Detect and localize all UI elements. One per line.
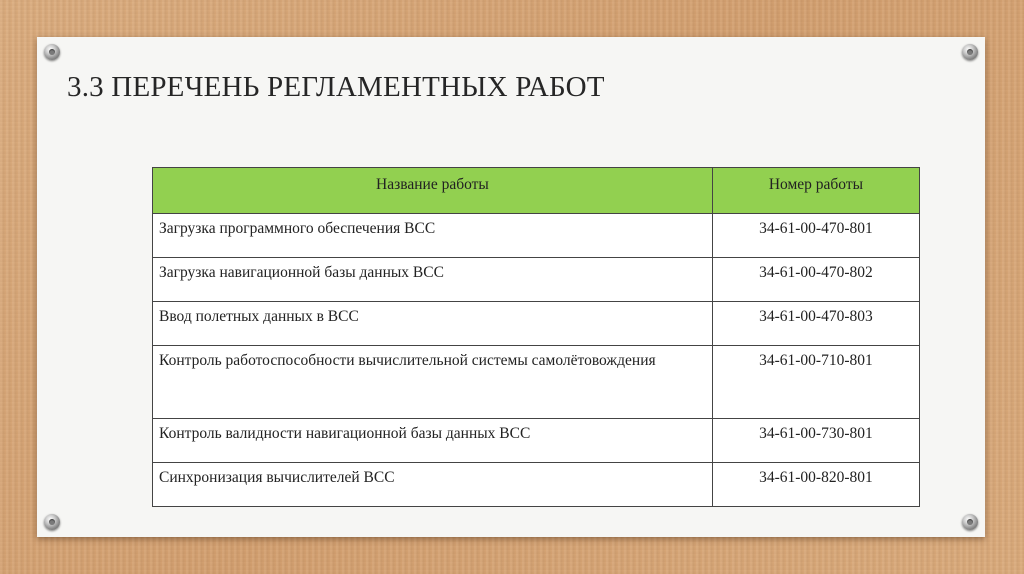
works-table [152,167,920,507]
work-name-cell: Контроль работоспособности вычислительной системы самолётовождения [153,346,713,419]
work-number-cell: 34-61-00-710-801 [712,346,919,419]
work-name-cell: Загрузка навигационной базы данных ВСС [153,258,713,302]
work-name-cell: Ввод полетных данных в ВСС [153,302,713,346]
slide-paper [37,37,985,537]
work-number-cell: 34-61-00-470-802 [712,258,919,302]
work-number-cell: 34-61-00-820-801 [712,463,919,507]
slide-title: 3.3 ПЕРЕЧЕНЬ РЕГЛАМЕНТНЫХ РАБОТ [67,71,605,103]
work-name-cell: Синхронизация вычислителей ВСС [153,463,713,507]
table-row [153,302,920,346]
table-row [153,258,920,302]
table-row [153,346,920,419]
work-number-cell: 34-61-00-470-803 [712,302,919,346]
table-header-row [153,168,920,214]
work-name-cell: Контроль валидности навигационной базы данных ВСС [153,419,713,463]
header-work-number: Номер работы [712,168,919,214]
work-number-cell: 34-61-00-470-801 [712,214,919,258]
pin-icon [962,514,978,530]
work-number-cell: 34-61-00-730-801 [712,419,919,463]
table-row [153,214,920,258]
pin-icon [44,514,60,530]
header-work-name: Название работы [153,168,713,214]
table-row [153,463,920,507]
pin-icon [44,44,60,60]
table-row [153,419,920,463]
work-name-cell: Загрузка программного обеспечения ВСС [153,214,713,258]
pin-icon [962,44,978,60]
